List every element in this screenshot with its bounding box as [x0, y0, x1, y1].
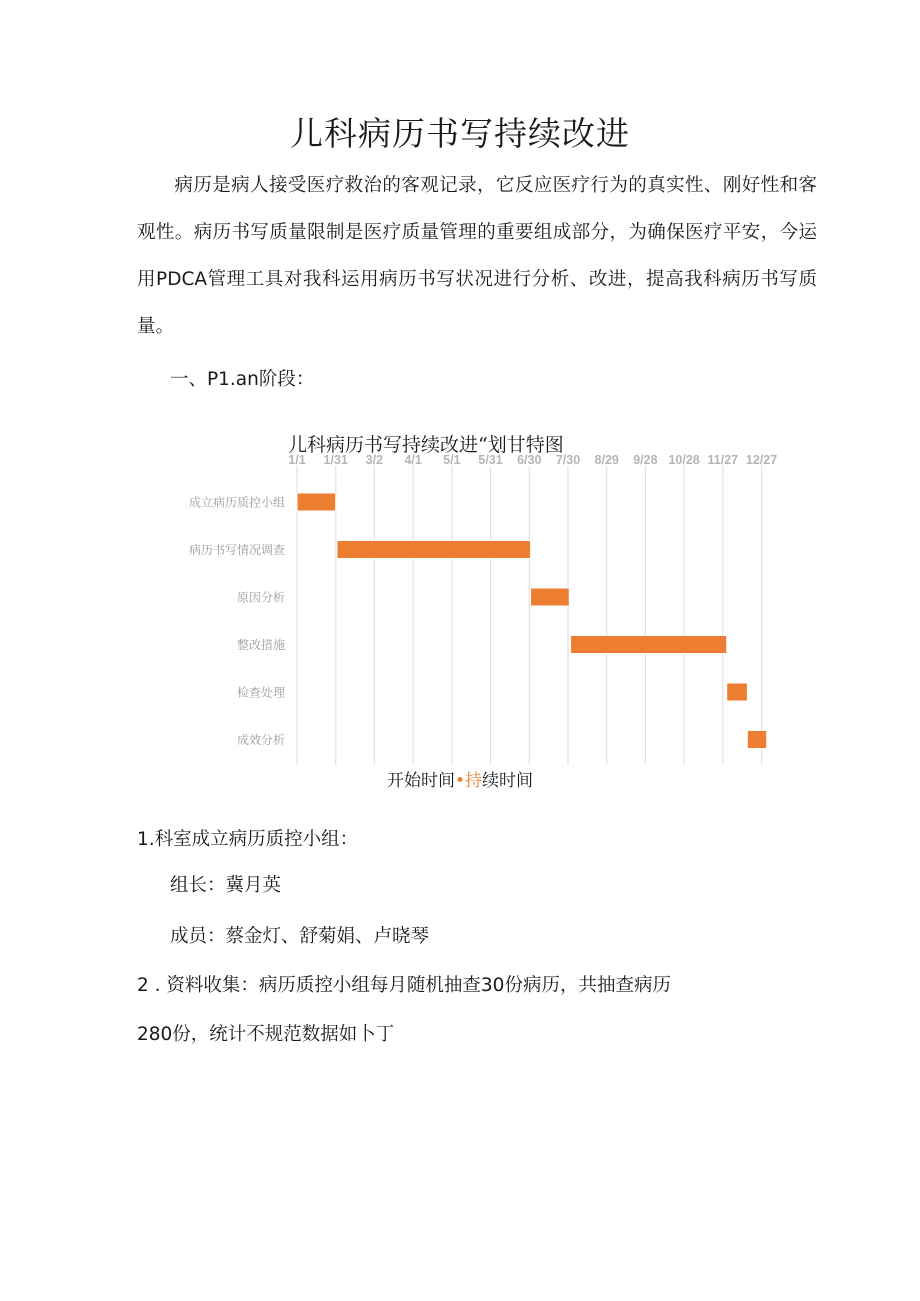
intro-paragraph: [137, 162, 817, 350]
legend-duration-label: 持: [465, 771, 483, 791]
item-1-heading: 1.科室成立病历质控小组：: [137, 829, 359, 850]
intro-text: 病历是病人接受医疗救治的客观记录，它反应医疗行为的真实性、刚好性和客观性。病历书写质量限制是医疗质量管理的重要组成部分，为确保医疗平安，今运用PDCA管理工具对我科运用病历书写状况进行分析、改进，提高我科病历书写质量。: [137, 175, 817, 337]
x-tick-label-8: 8/29: [594, 453, 619, 467]
legend-separator: •: [454, 771, 466, 791]
gantt-chart: [160, 448, 800, 768]
task-bar-2: [531, 588, 570, 606]
task-bar-4: [727, 683, 748, 701]
item-2-line-2: 280份，统计不规范数据如卜丁: [137, 1024, 395, 1045]
x-tick-label-7: 7/30: [555, 453, 581, 467]
legend-start-label: 开始时间: [386, 771, 455, 791]
task-label-4: 检查处理: [236, 685, 285, 700]
x-tick-label-12: 12/27: [745, 453, 778, 467]
section-heading-plan: 一、P1.an阶段：: [170, 369, 315, 390]
legend-duration-rest: 续时间: [482, 771, 534, 791]
x-tick-label-9: 9/28: [633, 453, 658, 467]
task-bar-1: [337, 541, 531, 559]
task-label-5: 成效分析: [236, 733, 285, 747]
document-title: 儿科病历书写持续改进: [290, 114, 630, 153]
task-label-2: 原因分析: [236, 590, 285, 605]
x-tick-label-2: 3/2: [365, 453, 384, 467]
task-bar-0: [297, 493, 336, 511]
task-label-3: 整改措施: [236, 638, 285, 652]
chart-title: 儿科病历书写持续改进“划甘特图: [288, 434, 564, 456]
chart-legend: [0, 766, 920, 791]
x-tick-label-11: 11/27: [707, 453, 739, 467]
x-tick-label-6: 6/30: [517, 453, 542, 467]
x-tick-label-3: 4/1: [404, 453, 422, 467]
task-bar-5: [747, 731, 766, 749]
x-tick-label-0: 1/1: [288, 453, 306, 467]
x-tick-label-10: 10/28: [668, 453, 700, 467]
x-tick-label-1: 1/31: [323, 453, 348, 467]
item-2-line-1: 2 . 资料收集：病历质控小组每月随机抽查30份病历，共抽查病历: [137, 975, 671, 996]
x-tick-label-4: 5/1: [443, 453, 461, 467]
task-bar-3: [571, 636, 727, 654]
task-label-1: 病历书写情况调查: [188, 543, 285, 557]
group-leader: 组长：冀月英: [170, 875, 282, 896]
task-label-0: 成立病历质控小组: [188, 495, 285, 510]
x-tick-label-5: 5/31: [478, 453, 503, 467]
group-members: 成员：蔡金灯、舒菊娟、卢晓琴: [170, 926, 430, 947]
